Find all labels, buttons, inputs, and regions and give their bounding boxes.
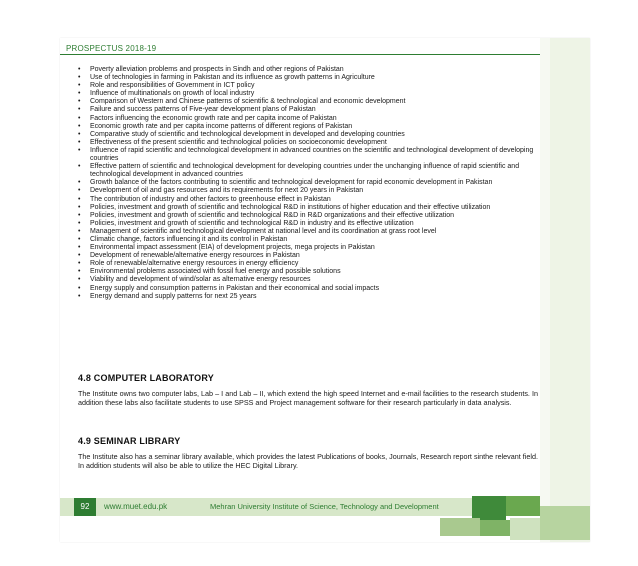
research-topics-list [78,66,538,301]
list-item: • Development of renewable/alternative energy resources in Pakistan [78,252,538,260]
list-item: • Effectiveness of the present scientific and technological policies on socioeconomic development [78,139,538,147]
section-text-seminar-library: The Institute also has a seminar library available, which provides the latest Publications of books, Journals, Research report sinthe relevant field. In addition students will also be able to utilize the HEC Digital Library. [78,452,538,470]
list-item: • Policies, investment and growth of scientific and technological R&D in R&D organizations and their effective utilization [78,212,538,220]
section-text-computer-lab: The Institute owns two computer labs, Lab – I and Lab – II, which extend the high speed Internet and e-mail facilities to the research students. In addition these labs also facilitate students to use SPSS and Project management software for their research particularly in data analysis. [78,389,538,407]
page-header: PROSPECTUS 2018-19 [66,44,157,53]
list-item: • Comparative study of scientific and technological development in developed and developing countries [78,131,538,139]
list-item: • Viability and development of wind/solar as alternative energy resources [78,276,538,284]
list-item: • Comparison of Western and Chinese patterns of scientific & technological and economic development [78,98,538,106]
list-item: • Role and responsibilities of Government in ICT policy [78,82,538,90]
section-heading-computer-lab: 4.8 COMPUTER LABORATORY [78,373,214,383]
list-item: • Use of technologies in farming in Pakistan and its influence as growth patterns in Agriculture [78,74,538,82]
list-item: • Growth balance of the factors contributing to scientific and technological development for rapid economic development in Pakistan [78,179,538,187]
header-divider [60,54,540,55]
decorative-square [440,518,480,536]
document-page [60,38,590,542]
decorative-square [540,506,590,540]
list-item: • Climatic change, factors influencing it and its control in Pakistan [78,236,538,244]
page-footer [60,496,590,542]
page-number: 92 [74,498,96,516]
list-item: • Energy supply and consumption patterns in Pakistan and their economical and social impacts [78,285,538,293]
list-item: • Influence of multinationals on growth of local industry [78,90,538,98]
decorative-square [506,496,540,516]
decorative-square [480,520,510,536]
decorative-band-light [540,38,550,542]
decorative-square [510,518,540,540]
list-item: • Energy demand and supply patterns for next 25 years [78,293,538,301]
decorative-square [472,496,506,520]
list-item: • Management of scientific and technological development at national level and its coordination at grass root level [78,228,538,236]
list-item: • Environmental problems associated with fossil fuel energy and possible solutions [78,268,538,276]
footer-url-link[interactable]: www.muet.edu.pk [104,502,168,511]
list-item: • Failure and success patterns of Five-year development plans of Pakistan [78,106,538,114]
list-item: • Policies, investment and growth of scientific and technological R&D in industry and its effective utilization [78,220,538,228]
section-heading-seminar-library: 4.9 SEMINAR LIBRARY [78,436,181,446]
list-item: • Effective pattern of scientific and technological development for developing countries under the unchanging influence of rapid scientific and technological development in advanced countries [78,163,538,179]
list-item: • Development of oil and gas resources and its requirements for next 20 years in Pakistan [78,187,538,195]
list-item: • Policies, investment and growth of scientific and technological R&D in institutions of higher education and their effective utilization [78,204,538,212]
list-item: • Role of renewable/alternative energy resources in energy efficiency [78,260,538,268]
list-item: • Poverty alleviation problems and prospects in Sindh and other regions of Pakistan [78,66,538,74]
list-item: • The contribution of industry and other factors to greenhouse effect in Pakistan [78,196,538,204]
footer-institution-name: Mehran University Institute of Science, Technology and Development [210,502,439,511]
list-item: • Factors influencing the economic growth rate and per capita income of Pakistan [78,115,538,123]
decorative-band [550,38,590,542]
list-item: • Environmental impact assessment (EIA) of development projects, mega projects in Pakistan [78,244,538,252]
list-item: • Influence of rapid scientific and technological development in advanced countries on the scientific and technological development of developing countries [78,147,538,163]
list-item: • Economic growth rate and per capita income patterns of different regions of Pakistan [78,123,538,131]
